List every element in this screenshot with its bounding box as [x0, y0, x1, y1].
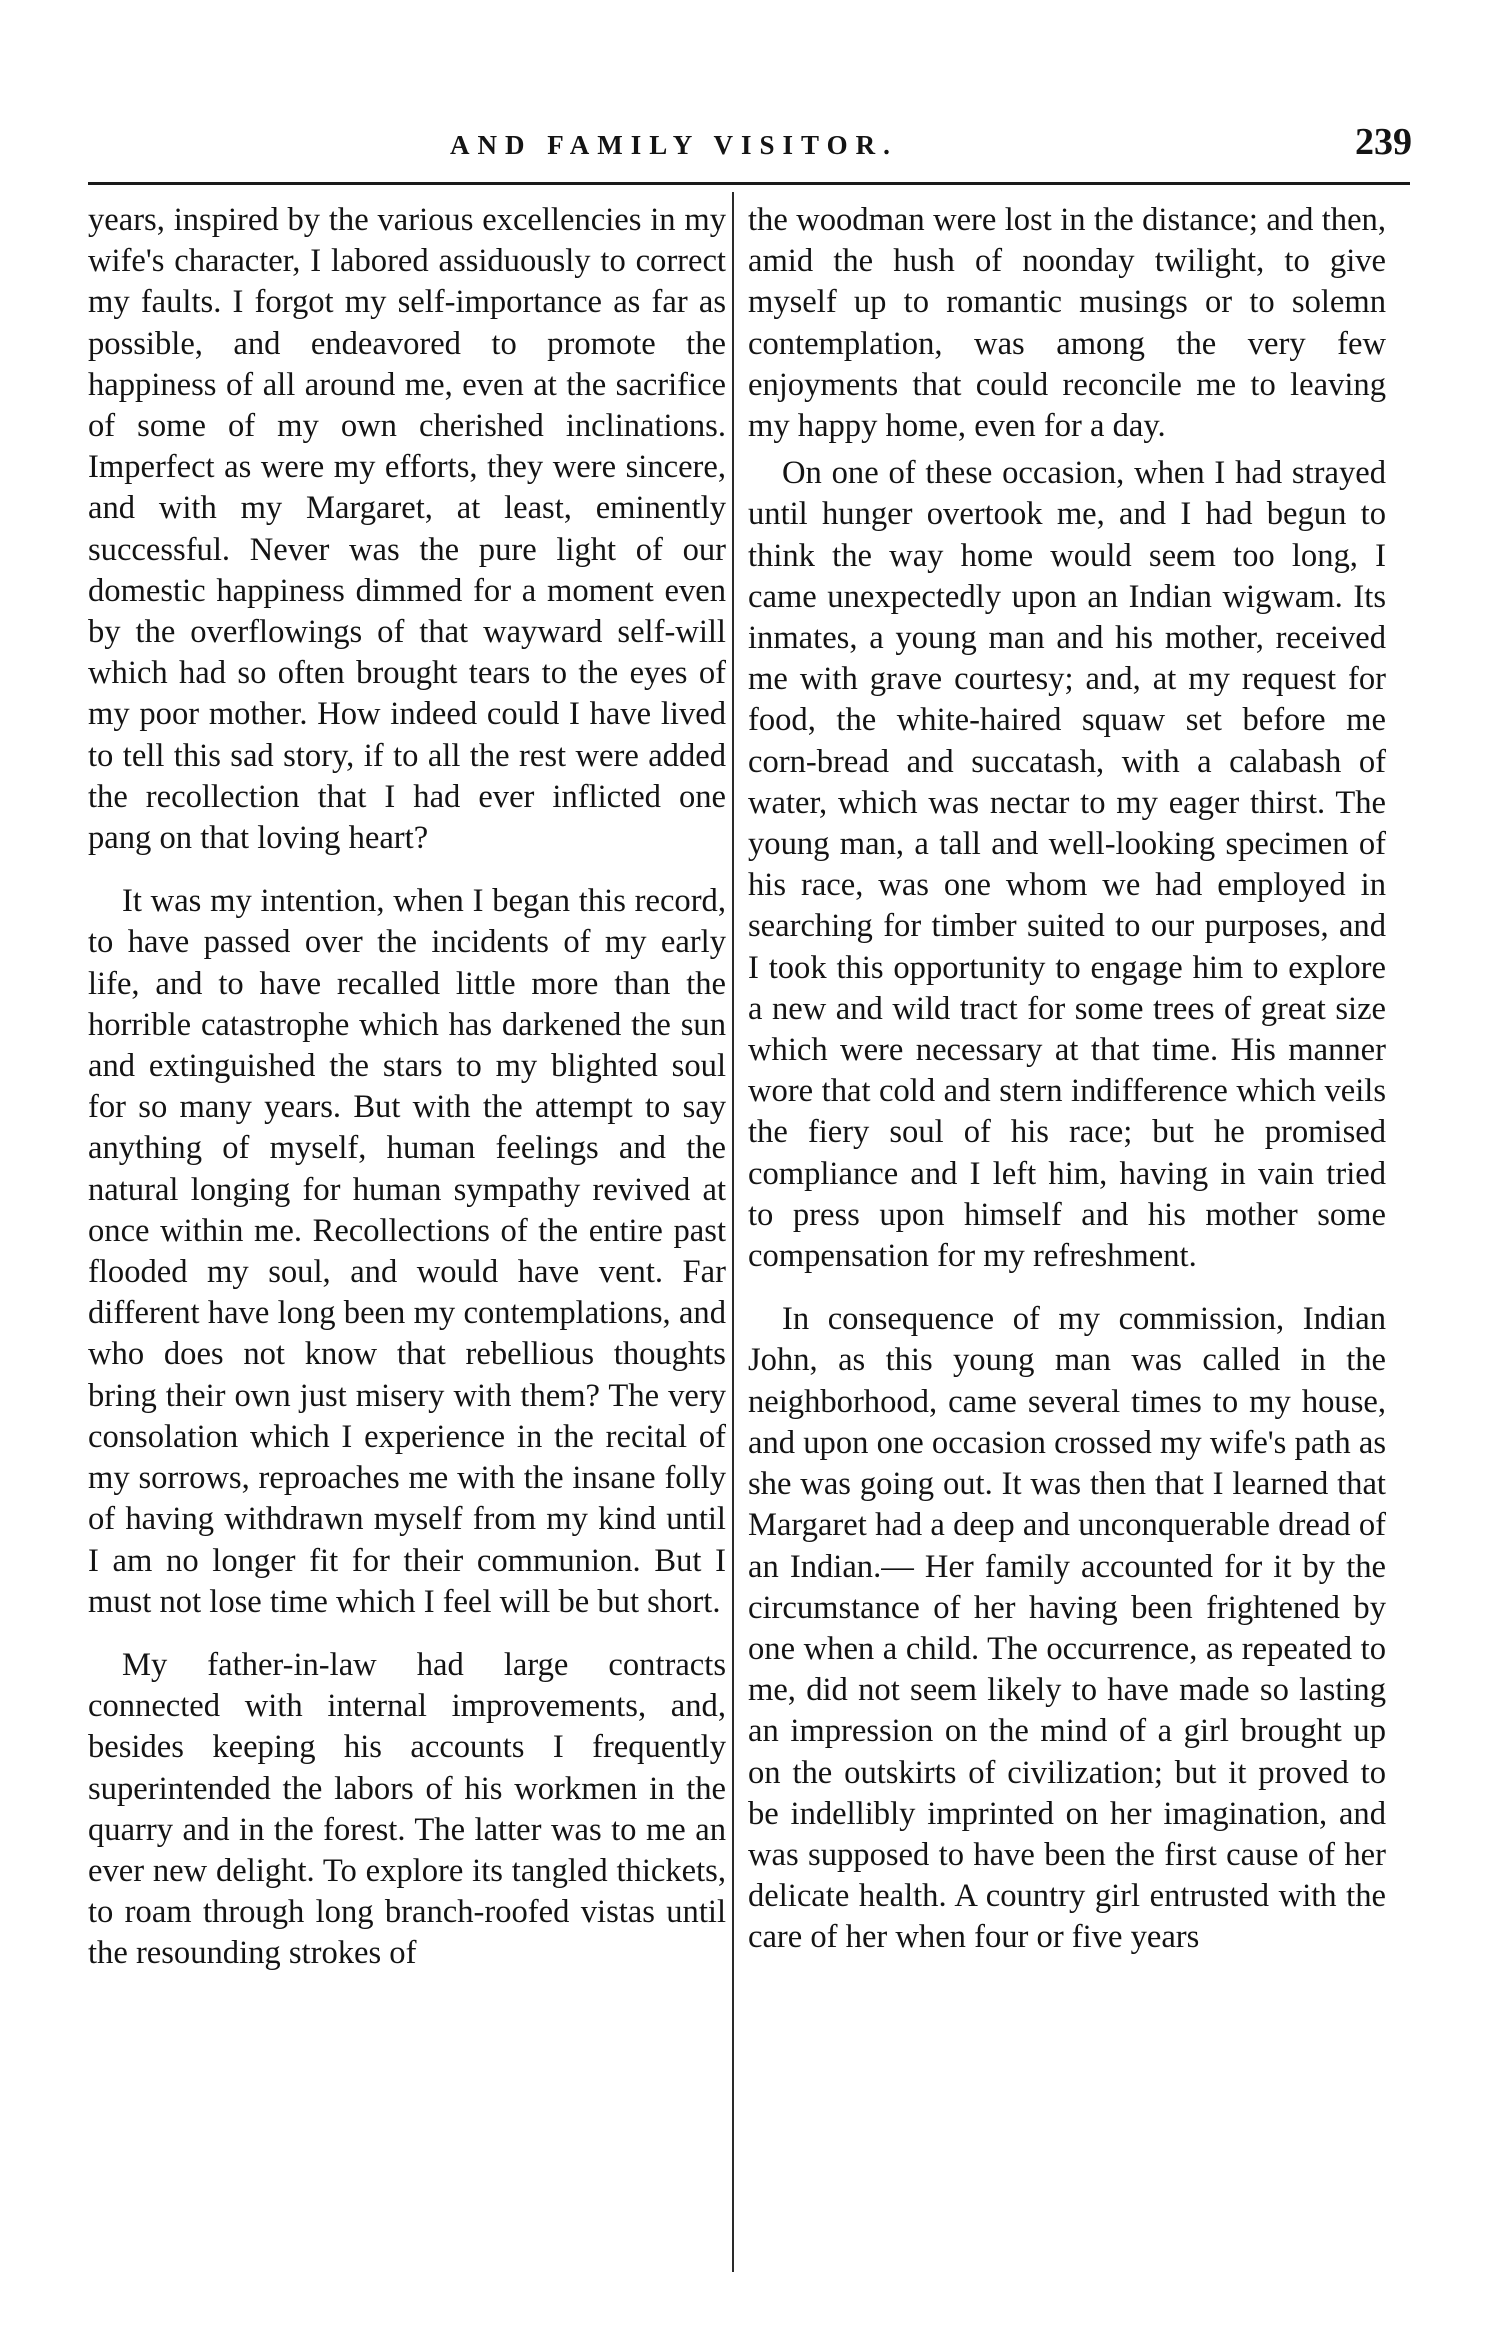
right-paragraph-3: In consequence of my commission, Indian John, as this young man was called in the neighborhood, came several times to my house, and upon one occasion crossed my wife's path as she was going out. It was then that I learned that Margaret had a deep and unconquerable dread of an Indian.— Her family accounted for it by the circumstance of her having been frightened by one when a child. The occurrence, as repeated to me, did not seem likely to have made so lasting an impression on the mind of a girl brought up on the outskirts of civilization; but it proved to be indellibly imprinted on her imagination, and was supposed to have been the first cause of her delicate health. A country girl entrusted with the care of her when four or five years [748, 1301, 1386, 1956]
left-column [88, 200, 726, 1981]
page-header [80, 118, 1420, 174]
left-paragraph-2: It was my intention, when I began this record, to have passed over the incidents of my early life, and to have recalled little more than the horrible catastrophe which has darkened the sun and extinguished the stars to my blighted soul for so many years. But with the attempt to say anything of myself, human feelings and the natural longing for human sympathy revived at once within me. Recollections of the entire past flooded my soul, and would have vent. Far different have long been my contemplations, and who does not know that rebellious thoughts bring their own just misery with them? The very consolation which I experience in the recital of my sorrows, reproaches me with the insane folly of having withdrawn myself from my kind until I am no longer fit for their communion. But I must not lose time which I feel will be but short. [88, 883, 726, 1620]
left-paragraph-1: years, inspired by the various excellencies in my wife's character, I labored assiduously to correct my faults. I forgot my self-importance as far as possible, and endeavored to promote the happiness of all around me, even at the sacrifice of some of my own cherished inclinations. Imperfect as were my efforts, they were sincere, and with my Margaret, at least, eminently successful. Never was the pure light of our domestic happiness dimmed for a moment even by the overflowings of that wayward self-will which had so often brought tears to the eyes of my poor mother. How indeed could I have lived to tell this sad story, if to all the rest were added the recollection that I had ever inflicted one pang on that loving heart? [88, 202, 726, 857]
right-column [748, 200, 1386, 1965]
left-paragraph-3: My father-in-law had large contracts connected with internal improvements, and, besides keeping his accounts I frequently superintended the labors of his workmen in the quarry and in the forest. The latter was to me an ever new delight. To explore its tangled thickets, to roam through long branch-roofed vistas until the resounding strokes of [88, 1646, 726, 1972]
page-number: 239 [1355, 121, 1412, 163]
running-title: AND FAMILY VISITOR. [450, 130, 898, 160]
header-rule [88, 182, 1410, 185]
right-paragraph-1: the woodman were lost in the distance; and then, amid the hush of noonday twilight, to give myself up to romantic musings or to solemn contemplation, was among the very few enjoyments that could reconcile me to leaving my happy home, even for a day. [748, 202, 1386, 445]
right-paragraph-2: On one of these occasion, when I had strayed until hunger overtook me, and I had begun to think the way home would seem too long, I came unexpectedly upon an Indian wigwam. Its inmates, a young man and his mother, received me with grave courtesy; and, at my request for food, the white-haired squaw set before me corn-bread and succatash, with a calabash of water, which was nectar to my eager thirst. The young man, a tall and well-looking specimen of his race, was one whom we had employed in searching for timber suited to our purposes, and I took this opportunity to engage him to explore a new and wild tract for some trees of great size which were necessary at that time. His manner wore that cold and stern indifference which veils the fiery soul of his race; but he promised compliance and I left him, having in vain tried to press upon himself and his mother some compensation for my refreshment. [748, 455, 1386, 1275]
column-divider [732, 192, 734, 2272]
